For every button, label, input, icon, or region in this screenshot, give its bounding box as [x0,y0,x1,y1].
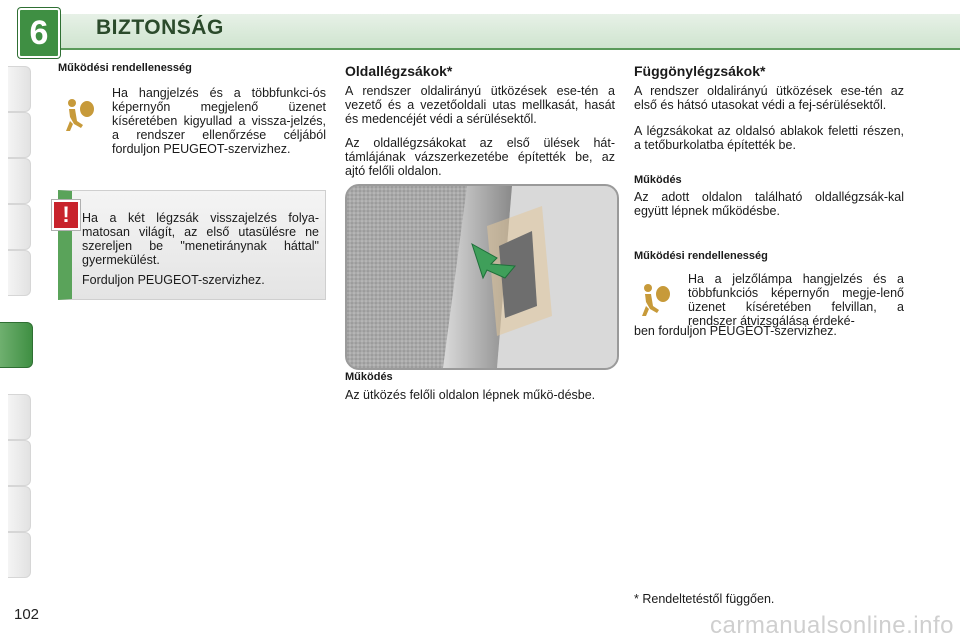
chapter-tab[interactable] [8,440,31,486]
chapter-tab[interactable] [8,532,31,578]
side-airbags-location: Az oldallégzsákokat az első ülések hát-támlájának vázszerkezetébe építették be, az ajtó felőli oldalon. [345,136,615,178]
curtain-airbags-malfunction-heading: Működési rendellenesség [634,250,768,262]
curtain-airbags-operation-text: Az adott oldalon található oldallégzsák-kal együtt lépnek működésbe. [634,190,904,218]
seat-illustration-graphic [347,186,617,368]
curtain-airbags-malfunction-text-end: ben forduljon PEUGEOT-szervizhez. [634,324,837,338]
side-airbags-intro: A rendszer oldalirányú ütközések ese-tén a vezető és a vezetőoldali utas mellkasát, hasát és medencéjét védi a sérülésektől. [345,84,615,126]
chapter-title: BIZTONSÁG [96,16,224,39]
side-airbags-operation-heading: Működés [345,371,393,383]
chapter-tabs [0,66,34,576]
watermark: carmanualsonline.info [710,612,954,639]
curtain-airbags-intro: A rendszer oldalirányú ütközések ese-tén az első és hátsó utasokat védi a fej-sérülésektől. [634,84,904,112]
chapter-tab[interactable] [8,486,31,532]
warning-text-2: Forduljon PEUGEOT-szervizhez. [82,273,265,287]
chapter-tab[interactable] [8,204,31,250]
airbag-warning-icon [60,95,100,135]
side-airbags-operation-text: Az ütközés felőli oldalon lépnek műkö-désbe. [345,388,596,402]
chapter-tab[interactable] [8,250,31,296]
chapter-number: 6 [18,8,60,58]
curtain-airbags-malfunction-text: Ha a jelzőlámpa hangjelzés és a többfunkciós képernyőn megje-lenő üzenet kíséretében felvillan, a rendszer átvizsgálása érdeké- [688,272,904,328]
chapter-tab[interactable] [8,158,31,204]
seat-airbag-illustration [345,184,619,370]
curtain-airbags-location: A légzsákokat az oldalsó ablakok feletti részen, a tetőburkolatba építették be. [634,124,904,152]
warning-text-1: Ha a két légzsák visszajelzés folya-matosan világít, az első utasülésre ne szereljen be "menetiránynak háttal" gyermekülést. [82,211,319,267]
chapter-tab[interactable] [8,112,31,158]
warning-box [58,190,326,300]
chapter-tab[interactable] [8,394,31,440]
chapter-tab-active[interactable] [0,322,33,368]
footnote: * Rendeltetéstől függően. [634,592,775,606]
side-airbags-title: Oldallégzsákok* [345,63,453,79]
page-number: 102 [14,606,40,623]
chapter-tab[interactable] [8,66,31,112]
left-malfunction-heading: Működési rendellenesség [58,62,192,74]
left-malfunction-text: Ha hangjelzés és a többfunkci-ós képernyőn megjelenő üzenet kíséretében kigyullad a vissza-jelzés, a rendszer ellenőrzése céljából forduljon PEUGEOT-szervizhez. [112,86,326,156]
curtain-airbags-title: Függönylégzsákok* [634,63,766,79]
airbag-warning-icon [636,280,676,320]
exclamation-icon: ! [52,200,80,230]
curtain-airbags-operation-heading: Működés [634,174,682,186]
